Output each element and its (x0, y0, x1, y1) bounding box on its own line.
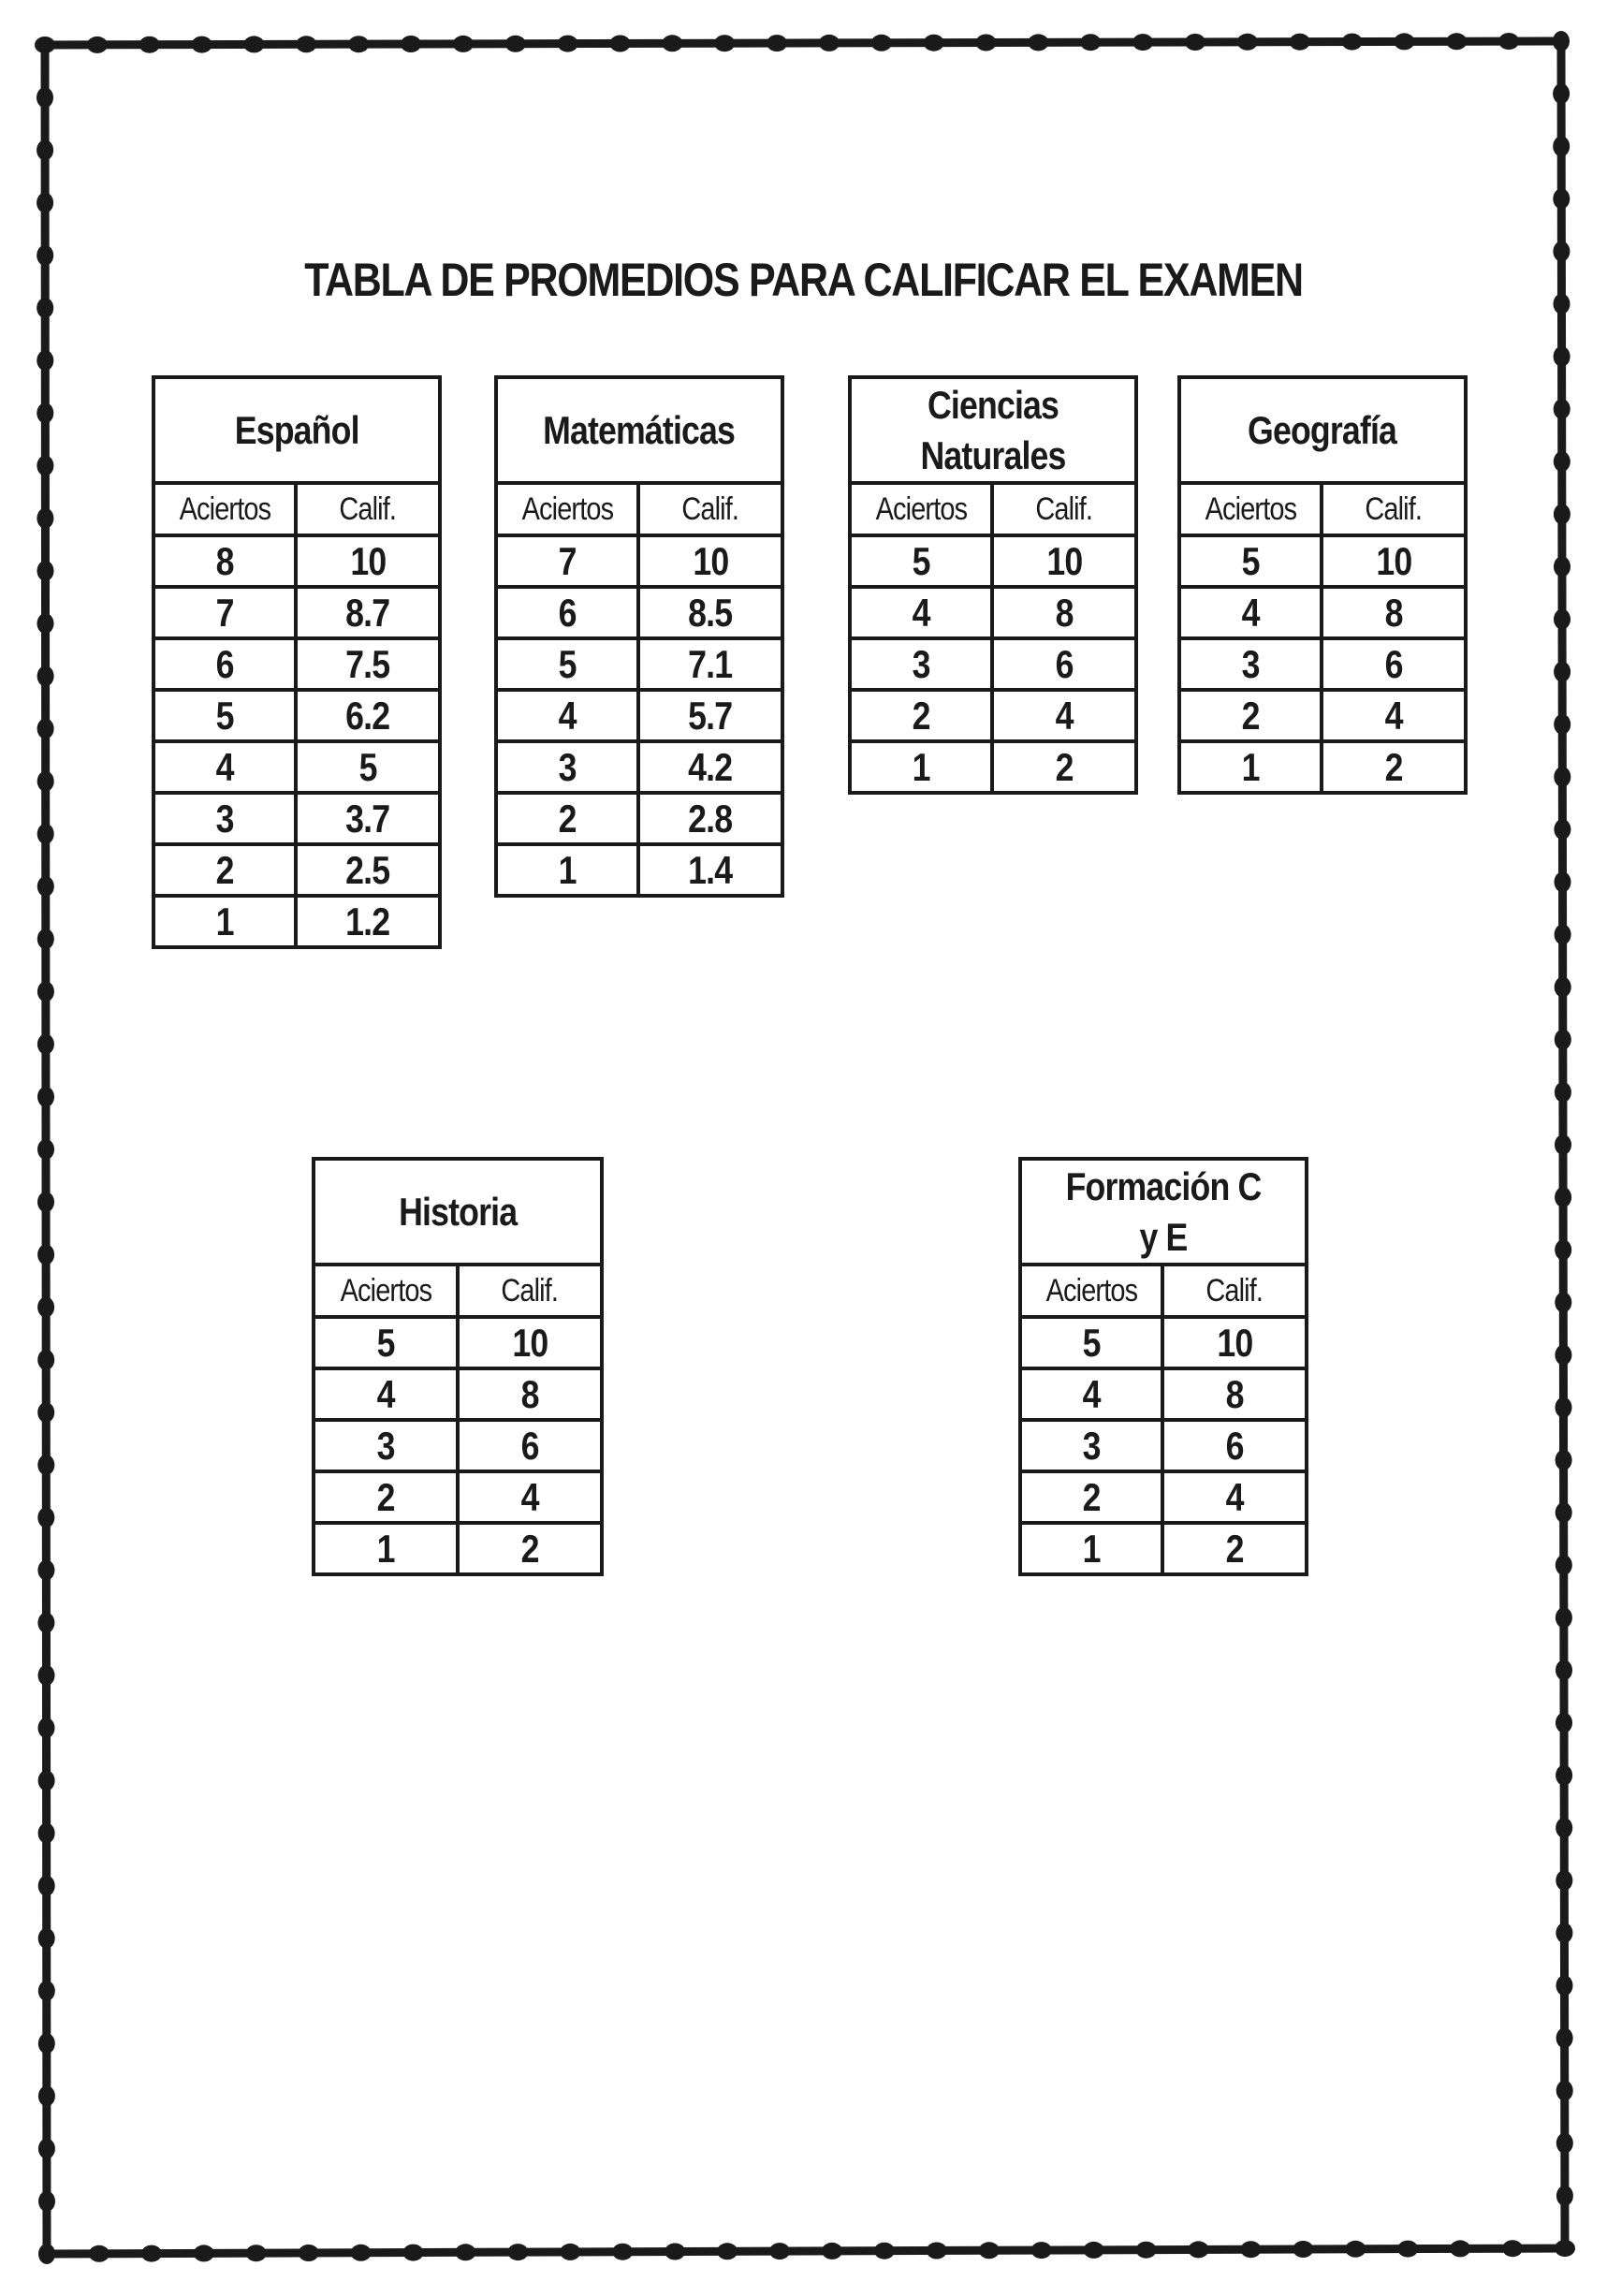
border-bead (194, 2245, 214, 2261)
border-bead (1554, 767, 1570, 787)
border-bead (37, 561, 54, 581)
table-row (496, 793, 782, 844)
calif-cell: 10 (638, 535, 782, 587)
border-bead (38, 1928, 55, 1949)
border-bead (1554, 819, 1570, 840)
border-bead (1556, 1818, 1572, 1838)
border-bead (1136, 2242, 1157, 2259)
column-header-aciertos: Aciertos (1020, 1265, 1162, 1317)
border-bead (1556, 1450, 1572, 1470)
aciertos-cell: 2 (1179, 690, 1322, 741)
border-bead (662, 35, 682, 51)
aciertos-cell: 5 (496, 638, 638, 690)
border-bead (612, 2244, 633, 2260)
border-bead (1556, 1607, 1572, 1628)
table-row (314, 1317, 602, 1368)
border-bead (1240, 2241, 1261, 2258)
border-bead (505, 36, 526, 52)
aciertos-cell: 3 (1179, 638, 1322, 690)
border-bead (37, 87, 53, 108)
aciertos-cell: 4 (153, 741, 296, 793)
border-bead (296, 36, 316, 52)
border-bead (1555, 1345, 1571, 1366)
aciertos-cell: 2 (314, 1471, 458, 1523)
calif-cell: 2.8 (638, 793, 782, 844)
border-bead (1555, 1292, 1571, 1312)
aciertos-cell: 2 (1020, 1471, 1162, 1523)
border-bead (1554, 346, 1570, 367)
border-bead (924, 35, 944, 51)
calif-cell: 7.5 (296, 638, 440, 690)
aciertos-cell: 4 (496, 690, 638, 741)
border-bead (37, 402, 53, 423)
aciertos-cell: 6 (496, 587, 638, 638)
border-bead (665, 2244, 685, 2260)
border-bead (455, 2244, 475, 2260)
column-header-calif: Calif. (1322, 483, 1466, 535)
aciertos-cell: 7 (496, 535, 638, 587)
aciertos-cell: 3 (496, 741, 638, 793)
border-bead (1554, 451, 1570, 472)
aciertos-cell: 4 (314, 1368, 458, 1420)
table-row (850, 587, 1136, 638)
table-row (496, 587, 782, 638)
calif-cell: 5 (296, 741, 440, 793)
aciertos-cell: 1 (1179, 741, 1322, 793)
calif-cell: 6 (458, 1420, 602, 1471)
border-bead (37, 1297, 54, 1318)
border-bead (1556, 2081, 1573, 2101)
subject-header: Español (153, 377, 440, 483)
border-bead (37, 1034, 54, 1055)
subject-header: Formación C y E (1020, 1159, 1307, 1265)
border-bead (351, 2245, 372, 2261)
border-bead (89, 2245, 110, 2262)
border-bead (37, 613, 54, 634)
border-bead (1556, 1923, 1572, 1943)
border-bead (37, 298, 53, 318)
border-bead (1553, 31, 1570, 51)
column-header-aciertos: Aciertos (496, 483, 638, 535)
border-bead (38, 2191, 55, 2212)
border-bead (192, 37, 212, 53)
border-bead (1553, 241, 1570, 262)
border-bead (822, 2243, 842, 2259)
column-header-calif: Calif. (458, 1265, 602, 1317)
table-row (496, 690, 782, 741)
border-bead (1555, 1134, 1571, 1155)
table-historia (312, 1157, 604, 1576)
border-bead (37, 1455, 54, 1475)
table-row (153, 638, 440, 690)
border-bead (1556, 2186, 1573, 2206)
table-row (1020, 1368, 1307, 1420)
border-bead (1556, 1765, 1572, 1786)
calif-cell: 4 (1162, 1471, 1307, 1523)
table-row (1020, 1471, 1307, 1523)
border-bead (141, 2245, 162, 2262)
border-bead (38, 2244, 55, 2264)
border-bead (1450, 2240, 1470, 2257)
calif-cell: 2.5 (296, 844, 440, 896)
table-row (496, 844, 782, 896)
border-bead (979, 2242, 1000, 2259)
calif-cell: 8 (1322, 587, 1466, 638)
border-bead (819, 35, 840, 51)
border-bead (1397, 2241, 1418, 2258)
border-bead (38, 1876, 55, 1896)
border-bead (1555, 1239, 1571, 1260)
border-bead (1553, 136, 1570, 156)
border-bead (1556, 2027, 1573, 2048)
table-row (850, 690, 1136, 741)
border-bead (139, 37, 160, 53)
border-bead (37, 1192, 54, 1212)
border-bead (1084, 2242, 1104, 2259)
border-bead (38, 1718, 55, 1738)
border-bead (37, 1087, 54, 1107)
border-bead (1556, 1660, 1572, 1680)
border-bead (927, 2243, 947, 2259)
table-row (1179, 638, 1466, 690)
border-bead (1554, 714, 1570, 735)
aciertos-cell: 3 (314, 1420, 458, 1471)
page-title: TABLA DE PROMEDIOS PARA CALIFICAR EL EXAMEN (304, 254, 1303, 306)
border-bead (1185, 34, 1205, 51)
calif-cell: 3.7 (296, 793, 440, 844)
column-header-calif: Calif. (992, 483, 1136, 535)
aciertos-cell: 2 (850, 690, 992, 741)
aciertos-cell: 1 (153, 896, 296, 947)
table-row (1020, 1317, 1307, 1368)
border-bead (37, 350, 53, 371)
border-bead (1556, 1713, 1572, 1733)
border-bead (1556, 2133, 1573, 2154)
calif-cell: 2 (992, 741, 1136, 793)
table-row (1020, 1420, 1307, 1471)
border-bead (401, 36, 421, 52)
border-bead (717, 2243, 738, 2259)
aciertos-cell: 5 (314, 1317, 458, 1368)
border-bead (37, 139, 53, 160)
table-row (496, 535, 782, 587)
table-row (314, 1523, 602, 1574)
border-bead (37, 824, 54, 844)
column-header-aciertos: Aciertos (1179, 483, 1322, 535)
border-bead (37, 1350, 54, 1370)
border-bead (1553, 83, 1570, 104)
table-row (1179, 535, 1466, 587)
table-formacion-cye (1018, 1157, 1308, 1576)
calif-cell: 2 (1322, 741, 1466, 793)
table-row (314, 1420, 602, 1471)
subject-header: Matemáticas (496, 377, 782, 483)
calif-cell: 5.7 (638, 690, 782, 741)
border-bead (1498, 33, 1519, 50)
border-bead (1189, 2241, 1209, 2258)
border-bead (1031, 2242, 1052, 2259)
border-bead (1555, 1082, 1571, 1103)
border-bead (37, 876, 54, 897)
border-bead (1028, 34, 1048, 51)
border-bead (1555, 1187, 1571, 1207)
column-header-calif: Calif. (1162, 1265, 1307, 1317)
border-bead (1555, 924, 1571, 944)
border-bead (1554, 399, 1570, 419)
border-bead (246, 2245, 267, 2261)
border-bead (1446, 33, 1467, 50)
border-bead (769, 2243, 790, 2259)
border-bead (560, 2244, 580, 2260)
table-row (1179, 690, 1466, 741)
column-header-calif: Calif. (296, 483, 440, 535)
border-bead (37, 245, 53, 266)
border-bead (299, 2245, 319, 2261)
border-bead (37, 665, 54, 686)
border-bead (874, 2243, 895, 2259)
table-geografia (1177, 375, 1468, 795)
border-bead (37, 929, 54, 949)
border-bead (38, 1823, 55, 1844)
border-bead (37, 193, 53, 213)
border-bead (1556, 1555, 1572, 1575)
border-bead (714, 35, 735, 51)
table-row (850, 535, 1136, 587)
border-bead (453, 36, 474, 52)
calif-cell: 10 (1162, 1317, 1307, 1368)
border-bead (1132, 34, 1153, 51)
calif-cell: 8 (458, 1368, 602, 1420)
column-header-aciertos: Aciertos (153, 483, 296, 535)
border-bead (87, 37, 108, 53)
aciertos-cell: 2 (496, 793, 638, 844)
border-bead (38, 2085, 55, 2106)
border-bead (1553, 188, 1570, 209)
border-bead (38, 2033, 55, 2054)
table-row (1179, 741, 1466, 793)
border-bead (1554, 609, 1570, 630)
subject-header: Geografía (1179, 377, 1466, 483)
aciertos-cell: 2 (153, 844, 296, 896)
border-bead (38, 1665, 55, 1686)
aciertos-cell: 4 (1179, 587, 1322, 638)
table-row (314, 1368, 602, 1420)
border-bead (1556, 1397, 1572, 1418)
calif-cell: 1.4 (638, 844, 782, 896)
border-bead (1554, 294, 1570, 314)
aciertos-cell: 6 (153, 638, 296, 690)
border-bead (976, 35, 997, 51)
border-bead (403, 2245, 424, 2261)
aciertos-cell: 7 (153, 587, 296, 638)
aciertos-cell: 5 (153, 690, 296, 741)
table-row (496, 741, 782, 793)
border-bead (37, 1244, 54, 1265)
aciertos-cell: 5 (1020, 1317, 1162, 1368)
border-bead (1555, 1030, 1571, 1050)
calif-cell: 8 (992, 587, 1136, 638)
border-bead (243, 36, 264, 52)
calif-cell: 6 (992, 638, 1136, 690)
aciertos-cell: 4 (850, 587, 992, 638)
border-bead (1556, 1870, 1572, 1891)
border-bead (37, 508, 53, 529)
border-bead (37, 771, 54, 792)
border-bead (37, 1560, 54, 1581)
border-bead (507, 2244, 528, 2260)
aciertos-cell: 5 (850, 535, 992, 587)
aciertos-cell: 4 (1020, 1368, 1162, 1420)
table-row (850, 741, 1136, 793)
border-bead (610, 36, 631, 52)
calif-cell: 4 (458, 1471, 602, 1523)
subject-header: Ciencias Naturales (850, 377, 1136, 483)
border-bead (1555, 2240, 1575, 2257)
aciertos-cell: 5 (1179, 535, 1322, 587)
border-bead (558, 36, 578, 52)
calif-cell: 2 (1162, 1523, 1307, 1574)
border-bead (767, 35, 787, 51)
calif-cell: 8.5 (638, 587, 782, 638)
calif-cell: 10 (458, 1317, 602, 1368)
border-bead (1080, 34, 1101, 51)
calif-cell: 10 (1322, 535, 1466, 587)
column-header-aciertos: Aciertos (850, 483, 992, 535)
calif-cell: 8 (1162, 1368, 1307, 1420)
table-matematicas (494, 375, 784, 898)
column-header-aciertos: Aciertos (314, 1265, 458, 1317)
border-bead (38, 1981, 55, 2001)
border-bead (348, 36, 369, 52)
border-bead (37, 1402, 54, 1423)
table-row (153, 535, 440, 587)
border-bead (1293, 2241, 1313, 2258)
calif-cell: 1.2 (296, 896, 440, 947)
border-bead (1555, 871, 1571, 892)
calif-cell: 8.7 (296, 587, 440, 638)
aciertos-cell: 1 (850, 741, 992, 793)
aciertos-cell: 3 (850, 638, 992, 690)
subject-header: Historia (314, 1159, 602, 1265)
calif-cell: 2 (458, 1523, 602, 1574)
table-ciencias-naturales (848, 375, 1138, 795)
table-row (153, 844, 440, 896)
calif-cell: 6 (1322, 638, 1466, 690)
border-bead (1554, 504, 1570, 524)
aciertos-cell: 1 (496, 844, 638, 896)
calif-cell: 7.1 (638, 638, 782, 690)
calif-cell: 4 (992, 690, 1136, 741)
border-bead (1554, 662, 1570, 682)
calif-cell: 10 (296, 535, 440, 587)
border-bead (1342, 34, 1363, 51)
table-row (1179, 587, 1466, 638)
calif-cell: 6 (1162, 1420, 1307, 1471)
border-bead (37, 456, 53, 476)
border-bead (38, 1770, 55, 1791)
aciertos-cell: 1 (314, 1523, 458, 1574)
calif-cell: 4.2 (638, 741, 782, 793)
border-bead (1290, 34, 1310, 51)
aciertos-cell: 8 (153, 535, 296, 587)
border-bead (1394, 33, 1414, 50)
border-bead (1345, 2241, 1366, 2258)
table-row (153, 793, 440, 844)
border-bead (1556, 1975, 1573, 1996)
calif-cell: 4 (1322, 690, 1466, 741)
border-bead (35, 37, 55, 53)
border-bead (37, 1139, 54, 1160)
border-bead (871, 35, 892, 51)
table-row (153, 690, 440, 741)
table-row (153, 741, 440, 793)
table-row (850, 638, 1136, 690)
border-bead (1556, 1502, 1572, 1523)
table-row (1020, 1523, 1307, 1574)
border-bead (1554, 556, 1570, 577)
aciertos-cell: 1 (1020, 1523, 1162, 1574)
border-bead (37, 719, 54, 739)
table-espanol (152, 375, 442, 949)
aciertos-cell: 3 (153, 793, 296, 844)
border-bead (1555, 977, 1571, 998)
border-bead (37, 1613, 54, 1633)
calif-cell: 6.2 (296, 690, 440, 741)
border-bead (37, 1507, 54, 1528)
border-bead (37, 981, 54, 1002)
aciertos-cell: 3 (1020, 1420, 1162, 1471)
table-row (496, 638, 782, 690)
table-row (153, 587, 440, 638)
border-bead (1237, 34, 1258, 51)
table-row (314, 1471, 602, 1523)
table-row (153, 896, 440, 947)
border-bead (38, 2139, 55, 2159)
border-bead (1502, 2240, 1523, 2257)
calif-cell: 10 (992, 535, 1136, 587)
column-header-calif: Calif. (638, 483, 782, 535)
